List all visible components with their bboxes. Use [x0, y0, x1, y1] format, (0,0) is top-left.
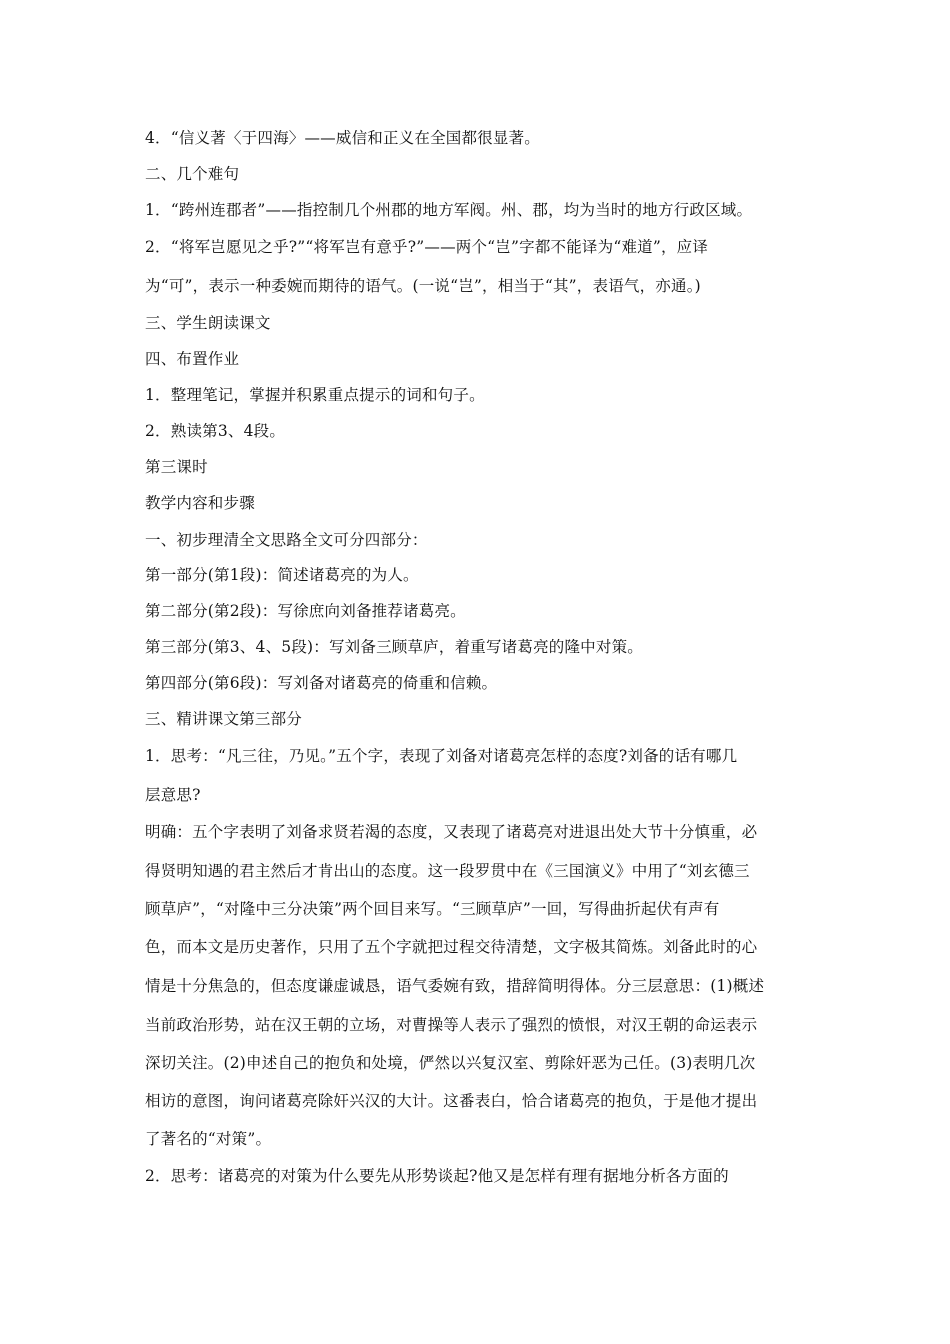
text-line: 1．“跨州连郡者”——指控制几个州郡的地方军阀。州、郡，均为当时的地方行政区域。	[145, 201, 753, 219]
text-line: 第一部分(第1段)：简述诸葛亮的为人。	[145, 566, 419, 584]
text-line: 相访的意图，询问诸葛亮除奸兴汉的大计。这番表白，恰合诸葛亮的抱负，于是他才提出	[145, 1092, 758, 1110]
text-line: 色，而本文是历史著作，只用了五个字就把过程交待清楚，文字极其简炼。刘备此时的心	[145, 938, 758, 956]
section-heading: 二、几个难句	[145, 165, 240, 183]
section-heading: 三、学生朗读课文	[145, 314, 271, 332]
text-line: 第三部分(第3、4、5段)：写刘备三顾草庐，着重写诸葛亮的隆中对策。	[145, 638, 643, 656]
text-line: 顾草庐”，“对隆中三分决策”两个回目来写。“三顾草庐”一回，写得曲折起伏有声有	[145, 900, 720, 918]
text-line: 得贤明知遇的君主然后才肯出山的态度。这一段罗贯中在《三国演义》中用了“刘玄德三	[145, 862, 750, 880]
text-line: 层意思?	[145, 786, 201, 804]
text-line: 为“可”，表示一种委婉而期待的语气。(一说“岂”，相当于“其”，表语气，亦通。)	[145, 277, 701, 295]
text-line: 2．思考：诸葛亮的对策为什么要先从形势谈起?他又是怎样有理有据地分析各方面的	[145, 1167, 729, 1185]
text-line: 深切关注。(2)申述自己的抱负和处境，俨然以兴复汉室、剪除奸恶为己任。(3)表明几次	[145, 1054, 756, 1072]
text-line: 1．思考：“凡三往，乃见。”五个字，表现了刘备对诸葛亮怎样的态度?刘备的话有哪几	[145, 747, 738, 765]
text-line: 了著名的“对策”。	[145, 1130, 272, 1148]
text-line: 情是十分焦急的，但态度谦虚诚恳，语气委婉有致，措辞简明得体。分三层意思：(1)概述	[145, 977, 765, 995]
section-heading: 第三课时	[145, 458, 208, 476]
text-line: 4．“信义著〈于四海〉——威信和正义在全国都很显著。	[145, 129, 540, 147]
section-heading: 三、精讲课文第三部分	[145, 710, 303, 728]
text-line: 第二部分(第2段)：写徐庶向刘备推荐诸葛亮。	[145, 602, 466, 620]
text-line: 2．“将军岂愿见之乎?”“将军岂有意乎?”——两个“岂”字都不能译为“难道”，应译	[145, 238, 709, 256]
section-heading: 四、布置作业	[145, 350, 240, 368]
section-heading: 一、初步理清全文思路全文可分四部分：	[145, 531, 428, 549]
text-line: 明确：五个字表明了刘备求贤若渴的态度，又表现了诸葛亮对进退出处大节十分慎重，必	[145, 823, 758, 841]
text-line: 当前政治形势，站在汉王朝的立场，对曹操等人表示了强烈的愤恨，对汉王朝的命运表示	[145, 1016, 758, 1034]
text-line: 2．熟读第3、4段。	[145, 422, 286, 440]
text-line: 1．整理笔记，掌握并积累重点提示的词和句子。	[145, 386, 485, 404]
section-heading: 教学内容和步骤	[145, 494, 255, 512]
text-line: 第四部分(第6段)：写刘备对诸葛亮的倚重和信赖。	[145, 674, 498, 692]
